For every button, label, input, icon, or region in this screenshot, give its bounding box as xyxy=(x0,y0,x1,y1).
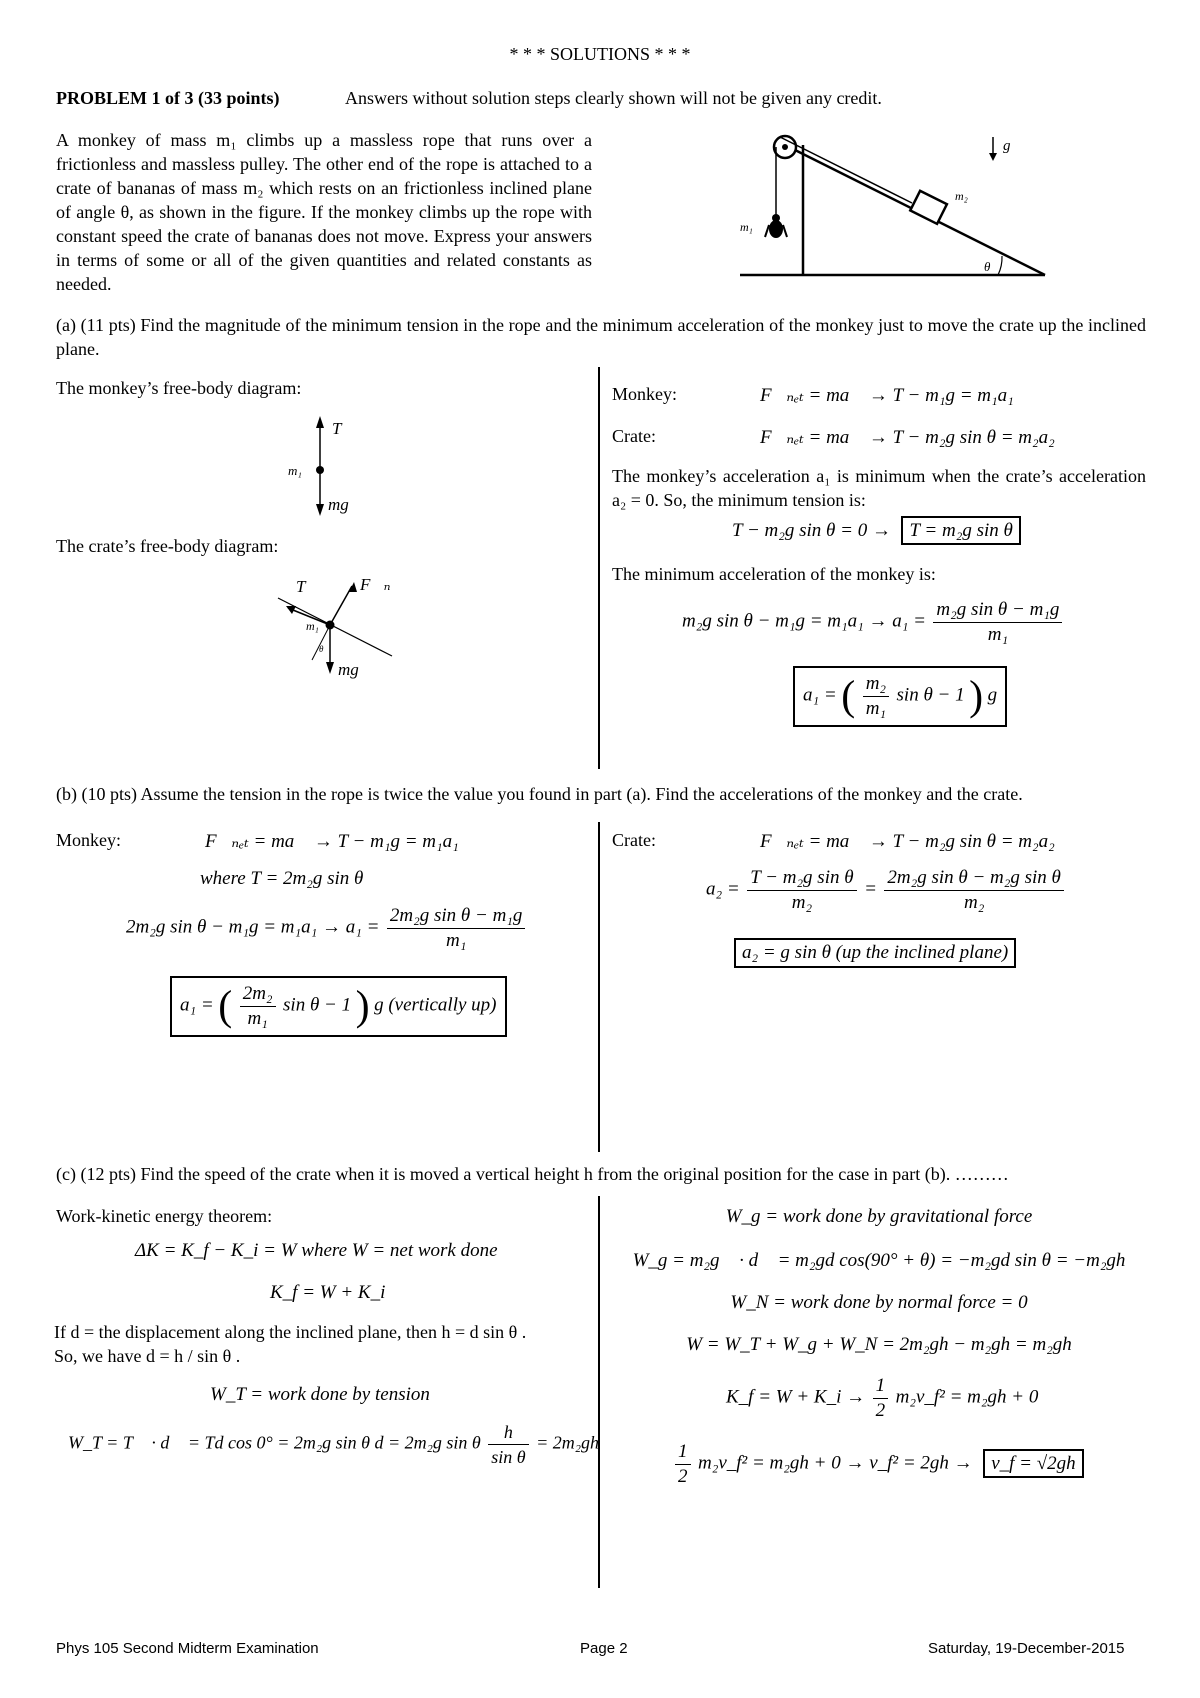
fig-m2-label: m₂ xyxy=(955,189,968,203)
c-final-frac xyxy=(675,1440,691,1489)
fbd-m1-label: m₁ xyxy=(288,463,302,478)
problem-intro: A monkey of mass m₁ climbs up a massless rope that runs over a frictionless and massless pulley. The other end of the rope is attached to a crate of bananas of mass m₂ which rests on an frictionless inclined plane of angle θ, as shown in the figure. If the monkey climbs up the rope with constant speed the crate of bananas does not move. Express your answers in terms of some or all of the given quantities and related constants as needed. xyxy=(56,130,592,294)
c-final-den: 2 xyxy=(678,1466,688,1487)
b-ans-frac xyxy=(240,982,276,1031)
c-final-mid: m₂v_f² = m₂gh + 0 → v_f² = 2gh → xyxy=(698,1452,973,1474)
a-ans-frac xyxy=(863,672,889,721)
c-kf2-num: 1 xyxy=(873,1374,889,1399)
c-kf2-den: 2 xyxy=(875,1400,886,1421)
b-where: where T = 2m₂g sin θ xyxy=(200,868,364,889)
incline-figure xyxy=(740,125,1060,280)
footer-date: Saturday, 19-December-2015 xyxy=(928,1640,1125,1657)
c-final-row xyxy=(672,1440,1084,1489)
c-w-eq: W = W_T + W_g + W_N = 2m₂gh − m₂gh = m₂gh xyxy=(686,1334,1072,1355)
footer-left: Phys 105 Second Midterm Examination xyxy=(56,1640,319,1657)
c-wt-frac xyxy=(488,1420,528,1469)
crate-fbd-label: The crate’s free-body diagram: xyxy=(56,536,279,556)
b-a2-row: a₂ = $\frac{\text{T − m₂g sin θ}}{\text{m₂}}$ = $\frac{\text{2m₂g sin θ − m₂g sin θ}}{\text{m₂}}$ xyxy=(706,866,1067,915)
c-kf2-lhs: K_f = W + K_i → xyxy=(726,1386,866,1408)
a-ans-lhs: a₁ = xyxy=(803,684,837,706)
b-monkey-label: Monkey: xyxy=(56,830,121,850)
b-a2-den2: m₂ xyxy=(963,892,985,913)
monkey-fbd xyxy=(270,412,380,522)
problem-heading: PROBLEM 1 of 3 (33 points) xyxy=(56,88,280,108)
c-wt-label: W_T = work done by tension xyxy=(210,1384,430,1405)
b-eq2-frac xyxy=(387,904,525,953)
a-tension-answer: T = m₂g sin θ xyxy=(901,516,1020,545)
monkey-fbd-label: The monkey’s free-body diagram: xyxy=(56,378,302,398)
a-accel-den: m₁ xyxy=(987,624,1009,645)
b-ans-den: m₁ xyxy=(247,1008,268,1029)
b-a2-frac2 xyxy=(884,866,1064,915)
c-wn-label: W_N = work done by normal force = 0 xyxy=(730,1292,1028,1313)
c-wg-label: W_g = work done by gravitational force xyxy=(725,1206,1033,1227)
a-monkey-eq: F⃗ₙₑₜ = ma⃗ → T − m₁g = m₁a₁ xyxy=(760,385,1014,406)
footer-page: Page 2 xyxy=(580,1640,628,1657)
page-title: * * * SOLUTIONS * * * xyxy=(509,44,691,64)
c-wt-eq-lhs: W_T = T⃗ · d⃗ = Td cos 0° = 2m₂g sin θ d = 2m₂g sin θ xyxy=(68,1432,481,1453)
a-accel-num: m₂g sin θ − m₁g xyxy=(933,598,1062,623)
a-ans-den: m₁ xyxy=(865,698,887,719)
divider-b xyxy=(598,822,600,1152)
b-ans-lhs: a₁ = xyxy=(180,994,214,1016)
c-dk-eq: ΔK = K_f − K_i = W where W = net work done xyxy=(135,1240,498,1261)
divider-a xyxy=(598,367,600,769)
c-kf-eq: K_f = W + K_i xyxy=(270,1282,386,1303)
a-tension-row xyxy=(732,520,1021,542)
b-eq2-num: 2m₂g sin θ − m₁g xyxy=(387,904,525,929)
fig-theta-label: θ xyxy=(984,259,991,274)
crate-fbd-m2-label: m₁ xyxy=(306,619,319,633)
b-a2-lhs: a₂ = xyxy=(706,878,740,900)
b-ans-num: 2m₂ xyxy=(240,982,276,1007)
a-crate-eq: F⃗ₙₑₜ = ma⃗ → T − m₂g sin θ = m₂a₂ xyxy=(760,427,1055,448)
c-wt-num: h xyxy=(488,1420,528,1445)
c-wt-eq-rhs: = 2m₂gh xyxy=(536,1432,599,1453)
b-a2-num1: T − m₂g sin θ xyxy=(747,866,856,891)
b-eq2-lhs: 2m₂g sin θ − m₁g = m₁a₁ → a₁ = xyxy=(126,916,380,938)
crate-fbd-tension-label: T⃗ xyxy=(296,577,319,596)
crate-fbd xyxy=(270,568,400,686)
c-disp-text1: If d = the displacement along the inclined plane, then h = d sin θ . xyxy=(54,1322,527,1342)
divider-c xyxy=(598,1196,600,1588)
b-a2-den1: m₂ xyxy=(791,892,813,913)
c-wt-row xyxy=(68,1420,599,1469)
crate-fbd-theta-label: θ xyxy=(319,644,324,654)
a-answer-box: a₁ = ( $\frac{\text{m₂}}{\text{m₁}}$ sin θ − 1 ) g xyxy=(793,666,1007,727)
a-ans-g: g xyxy=(987,684,998,706)
a-accel-row xyxy=(682,598,1065,647)
a-text1: The monkey’s acceleration a₁ is minimum when the crate’s acceleration a₂ = 0. So, the minimum tension is: xyxy=(612,466,1146,510)
a-crate-label: Crate: xyxy=(612,426,656,446)
b-eq2-den: m₁ xyxy=(446,930,467,951)
b-a2-frac1 xyxy=(747,866,856,915)
c-wke-label: Work-kinetic energy theorem: xyxy=(56,1206,273,1226)
b-ans-tail: sin θ − 1 xyxy=(283,994,352,1016)
crate-icon xyxy=(910,191,947,224)
c-kf2-rhs: m₂v_f² = m₂gh + 0 xyxy=(895,1386,1039,1408)
b-eq2-row xyxy=(126,904,528,953)
c-disp-text2: So, we have d = h / sin θ . xyxy=(54,1346,241,1366)
b-monkey-answer-box: a₁ = ( $\frac{\text{2m₂}}{\text{m₁}}$ sin θ − 1 ) g (vertically up) xyxy=(170,976,507,1037)
c-wt-den: sin θ xyxy=(491,1447,526,1467)
a-monkey-label: Monkey: xyxy=(612,384,677,404)
b-crate-eq: F⃗ₙₑₜ = ma⃗ → T − m₂g sin θ = m₂a₂ xyxy=(760,831,1055,852)
c-kf2-frac xyxy=(873,1374,889,1423)
b-crate-label: Crate: xyxy=(612,830,656,850)
b-ans-g: g (vertically up) xyxy=(374,994,497,1016)
a-tension-eq: T − m₂g sin θ = 0 → xyxy=(732,520,891,541)
c-final-answer: v_f = √2gh xyxy=(983,1449,1083,1478)
b-a2-answer: a₂ = g sin θ (up the inclined plane) xyxy=(734,938,1016,968)
a-ans-num: m₂ xyxy=(863,672,889,697)
monkey-icon xyxy=(765,214,787,238)
fbd-weight-label: mg⃗ xyxy=(328,495,362,514)
c-final-num: 1 xyxy=(675,1440,691,1465)
c-wg-eq: W_g = m₂g⃗ · d⃗ = m₂gd cos(90° + θ) = −m₂gd sin θ = −m₂gh xyxy=(632,1250,1126,1271)
part-c-question: (c) (12 pts) Find the speed of the crate when it is moved a vertical height h from the original position for the case in part (b). ……… xyxy=(56,1164,1009,1184)
problem-note: Answers without solution steps clearly shown will not be given any credit. xyxy=(345,88,882,108)
fbd-tension-label: T⃗ xyxy=(332,419,355,438)
a-text2: The minimum acceleration of the monkey is: xyxy=(612,564,936,584)
a-ans-tail: sin θ − 1 xyxy=(896,684,965,706)
part-b-question: (b) (10 pts) Assume the tension in the rope is twice the value you found in part (a). Find the accelerations of the monkey and the crate. xyxy=(56,784,1023,804)
crate-fbd-weight-label: mg⃗ xyxy=(338,660,372,679)
b-monkey-eq: F⃗ₙₑₜ = ma⃗ → T − m₁g = m₁a₁ xyxy=(205,831,459,852)
fig-m1-label: m₁ xyxy=(740,220,753,234)
c-kf2-row xyxy=(726,1374,1038,1423)
fig-g-label: g⃗ xyxy=(1003,138,1023,154)
a-accel-eq: m₂g sin θ − m₁g = m₁a₁ → a₁ = xyxy=(682,610,926,632)
b-a2-num2: 2m₂g sin θ − m₂g sin θ xyxy=(884,866,1064,891)
part-a-question: (a) (11 pts) Find the magnitude of the minimum tension in the rope and the minimum acceleration of the monkey just to move the crate up the inclined plane. xyxy=(56,315,1146,359)
a-accel-frac xyxy=(933,598,1062,647)
crate-fbd-normal-label: F⃗ₙ xyxy=(360,575,391,594)
